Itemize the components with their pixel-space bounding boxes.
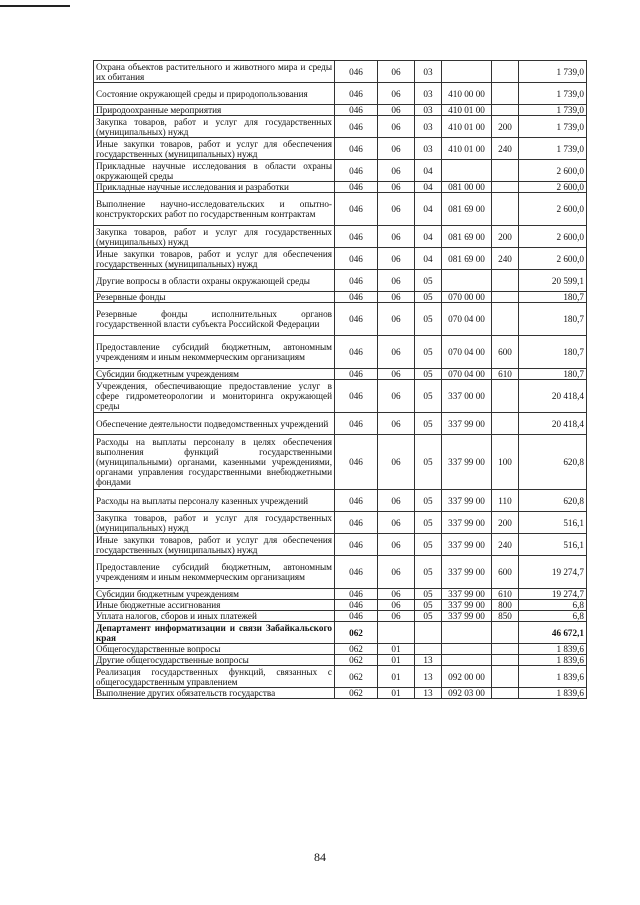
row-department-code-cell: 046 — [335, 611, 378, 622]
row-department-code-cell: 046 — [335, 105, 378, 116]
row-section-cell: 06 — [378, 380, 415, 413]
row-section-cell: 06 — [378, 369, 415, 380]
row-target-article-cell: 337 00 00 — [442, 380, 492, 413]
row-department-code-cell: 062 — [335, 622, 378, 644]
row-expense-type-cell — [492, 61, 519, 83]
row-subsection-cell: 05 — [415, 611, 442, 622]
row-department-code-cell: 062 — [335, 655, 378, 666]
row-amount-cell: 20 599,1 — [519, 270, 587, 292]
row-expense-type-cell: 200 — [492, 116, 519, 138]
row-target-article-cell: 081 69 00 — [442, 248, 492, 270]
row-department-code-cell: 046 — [335, 83, 378, 105]
row-department-code-cell: 046 — [335, 380, 378, 413]
row-expense-type-cell — [492, 292, 519, 303]
row-amount-cell: 2 600,0 — [519, 160, 587, 182]
row-expense-type-cell: 610 — [492, 369, 519, 380]
row-subsection-cell: 05 — [415, 556, 442, 589]
row-amount-cell: 1 739,0 — [519, 116, 587, 138]
row-department-code-cell: 046 — [335, 193, 378, 226]
row-amount-cell: 1 739,0 — [519, 138, 587, 160]
row-section-cell: 06 — [378, 589, 415, 600]
row-amount-cell: 516,1 — [519, 534, 587, 556]
table-row — [94, 589, 587, 600]
budget-table — [93, 60, 587, 699]
table-row — [94, 248, 587, 270]
row-amount-cell: 1 839,6 — [519, 644, 587, 655]
row-subsection-cell: 05 — [415, 292, 442, 303]
table-row — [94, 83, 587, 105]
row-amount-cell: 2 600,0 — [519, 248, 587, 270]
row-expense-type-cell — [492, 303, 519, 336]
row-section-cell: 01 — [378, 655, 415, 666]
row-name-cell: Охрана объектов растительного и животного мира и среды их обитания — [94, 61, 335, 83]
row-amount-cell: 180,7 — [519, 369, 587, 380]
table-row — [94, 182, 587, 193]
table-row — [94, 292, 587, 303]
row-section-cell: 06 — [378, 490, 415, 512]
row-expense-type-cell: 200 — [492, 512, 519, 534]
row-expense-type-cell — [492, 688, 519, 699]
row-department-code-cell: 046 — [335, 292, 378, 303]
row-expense-type-cell: 110 — [492, 490, 519, 512]
row-expense-type-cell: 240 — [492, 248, 519, 270]
row-section-cell: 06 — [378, 512, 415, 534]
row-expense-type-cell: 100 — [492, 435, 519, 490]
row-amount-cell: 20 418,4 — [519, 380, 587, 413]
row-expense-type-cell: 610 — [492, 589, 519, 600]
row-section-cell: 06 — [378, 83, 415, 105]
row-amount-cell: 180,7 — [519, 336, 587, 369]
row-expense-type-cell: 240 — [492, 138, 519, 160]
row-amount-cell: 180,7 — [519, 303, 587, 336]
row-subsection-cell: 04 — [415, 226, 442, 248]
row-amount-cell: 19 274,7 — [519, 589, 587, 600]
row-section-cell: 06 — [378, 138, 415, 160]
row-name-cell: Субсидии бюджетным учреждениям — [94, 369, 335, 380]
row-subsection-cell: 05 — [415, 369, 442, 380]
header-rule — [0, 5, 70, 7]
row-section-cell: 06 — [378, 435, 415, 490]
row-name-cell: Закупка товаров, работ и услуг для государственных (муниципальных) нужд — [94, 512, 335, 534]
row-target-article-cell — [442, 622, 492, 644]
row-name-cell: Расходы на выплаты персоналу в целях обеспечения выполнения функций государственными (муниципальными) органами, казенными учреждениями, органами управления государственными внебюджетными фондами — [94, 435, 335, 490]
row-expense-type-cell — [492, 105, 519, 116]
row-name-cell: Иные закупки товаров, работ и услуг для обеспечения государственных (муниципальных) нужд — [94, 534, 335, 556]
row-name-cell: Реализация государственных функций, связанных с общегосударственным управлением — [94, 666, 335, 688]
row-amount-cell: 2 600,0 — [519, 182, 587, 193]
table-row — [94, 61, 587, 83]
row-amount-cell: 1 739,0 — [519, 105, 587, 116]
row-subsection-cell: 05 — [415, 380, 442, 413]
row-expense-type-cell — [492, 270, 519, 292]
row-name-cell: Другие общегосударственные вопросы — [94, 655, 335, 666]
table-row — [94, 534, 587, 556]
row-name-cell: Резервные фонды исполнительных органов государственной власти субъекта Российской Федерации — [94, 303, 335, 336]
row-target-article-cell: 410 01 00 — [442, 116, 492, 138]
row-section-cell: 06 — [378, 160, 415, 182]
table-row — [94, 226, 587, 248]
row-subsection-cell: 05 — [415, 534, 442, 556]
row-subsection-cell: 05 — [415, 600, 442, 611]
row-amount-cell: 2 600,0 — [519, 193, 587, 226]
row-expense-type-cell — [492, 160, 519, 182]
row-section-cell: 06 — [378, 182, 415, 193]
row-subsection-cell: 04 — [415, 182, 442, 193]
row-section-cell: 06 — [378, 193, 415, 226]
row-amount-cell: 1 839,6 — [519, 655, 587, 666]
row-target-article-cell: 337 99 00 — [442, 413, 492, 435]
row-name-cell: Предоставление субсидий бюджетным, автономным учреждениям и иным некоммерческим организациям — [94, 336, 335, 369]
row-subsection-cell: 04 — [415, 248, 442, 270]
row-subsection-cell: 03 — [415, 61, 442, 83]
row-target-article-cell: 070 00 00 — [442, 292, 492, 303]
table-row — [94, 270, 587, 292]
row-target-article-cell: 337 99 00 — [442, 512, 492, 534]
table-row — [94, 303, 587, 336]
row-target-article-cell: 337 99 00 — [442, 534, 492, 556]
row-target-article-cell: 337 99 00 — [442, 589, 492, 600]
row-amount-cell: 620,8 — [519, 435, 587, 490]
row-expense-type-cell — [492, 193, 519, 226]
table-row — [94, 193, 587, 226]
row-department-code-cell: 046 — [335, 248, 378, 270]
row-section-cell: 06 — [378, 61, 415, 83]
row-subsection-cell: 05 — [415, 413, 442, 435]
table-row — [94, 490, 587, 512]
row-target-article-cell: 070 04 00 — [442, 336, 492, 369]
row-subsection-cell — [415, 644, 442, 655]
row-subsection-cell: 05 — [415, 490, 442, 512]
row-amount-cell: 19 274,7 — [519, 556, 587, 589]
row-department-code-cell: 046 — [335, 138, 378, 160]
table-row — [94, 160, 587, 182]
row-amount-cell: 1 839,6 — [519, 666, 587, 688]
row-section-cell: 06 — [378, 116, 415, 138]
row-department-code-cell: 046 — [335, 589, 378, 600]
table-row — [94, 435, 587, 490]
row-expense-type-cell: 600 — [492, 556, 519, 589]
row-name-cell: Другие вопросы в области охраны окружающей среды — [94, 270, 335, 292]
row-expense-type-cell — [492, 622, 519, 644]
table-row — [94, 116, 587, 138]
row-department-code-cell: 046 — [335, 534, 378, 556]
row-target-article-cell: 337 99 00 — [442, 600, 492, 611]
row-expense-type-cell: 850 — [492, 611, 519, 622]
row-name-cell: Прикладные научные исследования в области охраны окружающей среды — [94, 160, 335, 182]
row-department-code-cell: 046 — [335, 303, 378, 336]
row-section-cell: 06 — [378, 611, 415, 622]
row-department-code-cell: 046 — [335, 600, 378, 611]
row-section-cell: 06 — [378, 248, 415, 270]
row-target-article-cell: 410 00 00 — [442, 83, 492, 105]
row-amount-cell: 6,8 — [519, 600, 587, 611]
row-expense-type-cell: 600 — [492, 336, 519, 369]
row-subsection-cell — [415, 622, 442, 644]
row-department-code-cell: 046 — [335, 182, 378, 193]
row-section-cell: 06 — [378, 105, 415, 116]
row-target-article-cell: 081 69 00 — [442, 193, 492, 226]
row-amount-cell: 180,7 — [519, 292, 587, 303]
row-name-cell: Природоохранные мероприятия — [94, 105, 335, 116]
row-section-cell: 06 — [378, 226, 415, 248]
row-name-cell: Закупка товаров, работ и услуг для государственных (муниципальных) нужд — [94, 226, 335, 248]
row-department-code-cell: 046 — [335, 435, 378, 490]
row-target-article-cell: 092 00 00 — [442, 666, 492, 688]
table-row — [94, 413, 587, 435]
row-department-code-cell: 062 — [335, 688, 378, 699]
table-row — [94, 655, 587, 666]
row-subsection-cell: 13 — [415, 688, 442, 699]
row-department-code-cell: 046 — [335, 116, 378, 138]
row-expense-type-cell: 800 — [492, 600, 519, 611]
row-target-article-cell — [442, 270, 492, 292]
row-department-code-cell: 046 — [335, 336, 378, 369]
row-target-article-cell: 337 99 00 — [442, 611, 492, 622]
row-name-cell: Учреждения, обеспечивающие предоставление услуг в сфере гидрометеорологии и мониторинга окружающей среды — [94, 380, 335, 413]
row-name-cell: Расходы на выплаты персоналу казенных учреждений — [94, 490, 335, 512]
row-name-cell: Резервные фонды — [94, 292, 335, 303]
table-row — [94, 644, 587, 655]
row-department-code-cell: 062 — [335, 644, 378, 655]
page-number: 84 — [314, 850, 326, 864]
row-subsection-cell: 04 — [415, 193, 442, 226]
row-section-cell: 06 — [378, 292, 415, 303]
row-subsection-cell: 05 — [415, 270, 442, 292]
row-amount-cell: 46 672,1 — [519, 622, 587, 644]
row-section-cell: 01 — [378, 688, 415, 699]
row-section-cell: 06 — [378, 336, 415, 369]
row-target-article-cell: 410 01 00 — [442, 138, 492, 160]
table-row — [94, 622, 587, 644]
row-section-cell — [378, 622, 415, 644]
table-row — [94, 336, 587, 369]
table-row — [94, 138, 587, 160]
row-name-cell: Уплата налогов, сборов и иных платежей — [94, 611, 335, 622]
row-section-cell: 06 — [378, 270, 415, 292]
row-department-code-cell: 046 — [335, 226, 378, 248]
row-expense-type-cell: 200 — [492, 226, 519, 248]
row-name-cell: Иные закупки товаров, работ и услуг для обеспечения государственных (муниципальных) нужд — [94, 138, 335, 160]
row-target-article-cell — [442, 61, 492, 83]
row-amount-cell: 6,8 — [519, 611, 587, 622]
row-target-article-cell: 092 03 00 — [442, 688, 492, 699]
row-name-cell: Иные закупки товаров, работ и услуг для обеспечения государственных (муниципальных) нужд — [94, 248, 335, 270]
table-row — [94, 556, 587, 589]
row-section-cell: 01 — [378, 644, 415, 655]
row-name-cell: Закупка товаров, работ и услуг для государственных (муниципальных) нужд — [94, 116, 335, 138]
row-subsection-cell: 03 — [415, 105, 442, 116]
row-name-cell: Иные бюджетные ассигнования — [94, 600, 335, 611]
row-section-cell: 06 — [378, 556, 415, 589]
row-expense-type-cell — [492, 644, 519, 655]
table-body — [94, 61, 587, 699]
table-row — [94, 380, 587, 413]
row-subsection-cell: 05 — [415, 512, 442, 534]
row-subsection-cell: 13 — [415, 655, 442, 666]
row-amount-cell: 1 739,0 — [519, 61, 587, 83]
row-name-cell: Общегосударственные вопросы — [94, 644, 335, 655]
row-department-code-cell: 046 — [335, 556, 378, 589]
row-subsection-cell: 04 — [415, 160, 442, 182]
row-department-code-cell: 046 — [335, 512, 378, 534]
row-expense-type-cell — [492, 413, 519, 435]
row-target-article-cell: 081 00 00 — [442, 182, 492, 193]
row-subsection-cell: 05 — [415, 336, 442, 369]
row-amount-cell: 2 600,0 — [519, 226, 587, 248]
row-subsection-cell: 05 — [415, 303, 442, 336]
row-department-code-cell: 046 — [335, 369, 378, 380]
row-target-article-cell — [442, 644, 492, 655]
table-row — [94, 600, 587, 611]
row-target-article-cell: 337 99 00 — [442, 435, 492, 490]
row-section-cell: 06 — [378, 413, 415, 435]
row-department-code-cell: 046 — [335, 270, 378, 292]
row-name-cell: Состояние окружающей среды и природопользования — [94, 83, 335, 105]
row-section-cell: 01 — [378, 666, 415, 688]
row-subsection-cell: 13 — [415, 666, 442, 688]
row-name-cell: Департамент информатизации и связи Забайкальского края — [94, 622, 335, 644]
row-subsection-cell: 03 — [415, 138, 442, 160]
row-expense-type-cell — [492, 666, 519, 688]
row-subsection-cell: 03 — [415, 116, 442, 138]
row-subsection-cell: 05 — [415, 589, 442, 600]
row-target-article-cell: 337 99 00 — [442, 490, 492, 512]
row-subsection-cell: 05 — [415, 435, 442, 490]
table-row — [94, 512, 587, 534]
row-section-cell: 06 — [378, 600, 415, 611]
row-name-cell: Выполнение других обязательств государства — [94, 688, 335, 699]
row-department-code-cell: 046 — [335, 61, 378, 83]
row-expense-type-cell — [492, 380, 519, 413]
row-name-cell: Выполнение научно-исследовательских и опытно-конструкторских работ по государственным контрактам — [94, 193, 335, 226]
row-target-article-cell: 070 04 00 — [442, 369, 492, 380]
table-row — [94, 688, 587, 699]
row-expense-type-cell: 240 — [492, 534, 519, 556]
row-expense-type-cell — [492, 655, 519, 666]
row-name-cell: Предоставление субсидий бюджетным, автономным учреждениям и иным некоммерческим организациям — [94, 556, 335, 589]
row-section-cell: 06 — [378, 534, 415, 556]
row-expense-type-cell — [492, 83, 519, 105]
row-amount-cell: 1 739,0 — [519, 83, 587, 105]
row-amount-cell: 1 839,6 — [519, 688, 587, 699]
row-name-cell: Субсидии бюджетным учреждениям — [94, 589, 335, 600]
row-name-cell: Обеспечение деятельности подведомственных учреждений — [94, 413, 335, 435]
table-row — [94, 369, 587, 380]
row-subsection-cell: 03 — [415, 83, 442, 105]
row-target-article-cell: 070 04 00 — [442, 303, 492, 336]
row-department-code-cell: 062 — [335, 666, 378, 688]
row-amount-cell: 620,8 — [519, 490, 587, 512]
row-target-article-cell — [442, 160, 492, 182]
row-section-cell: 06 — [378, 303, 415, 336]
table-row — [94, 611, 587, 622]
row-target-article-cell: 081 69 00 — [442, 226, 492, 248]
table-row — [94, 666, 587, 688]
row-department-code-cell: 046 — [335, 413, 378, 435]
table-row — [94, 105, 587, 116]
row-department-code-cell: 046 — [335, 160, 378, 182]
row-name-cell: Прикладные научные исследования и разработки — [94, 182, 335, 193]
row-target-article-cell: 410 01 00 — [442, 105, 492, 116]
row-amount-cell: 20 418,4 — [519, 413, 587, 435]
row-target-article-cell — [442, 655, 492, 666]
row-target-article-cell: 337 99 00 — [442, 556, 492, 589]
row-amount-cell: 516,1 — [519, 512, 587, 534]
row-expense-type-cell — [492, 182, 519, 193]
row-department-code-cell: 046 — [335, 490, 378, 512]
